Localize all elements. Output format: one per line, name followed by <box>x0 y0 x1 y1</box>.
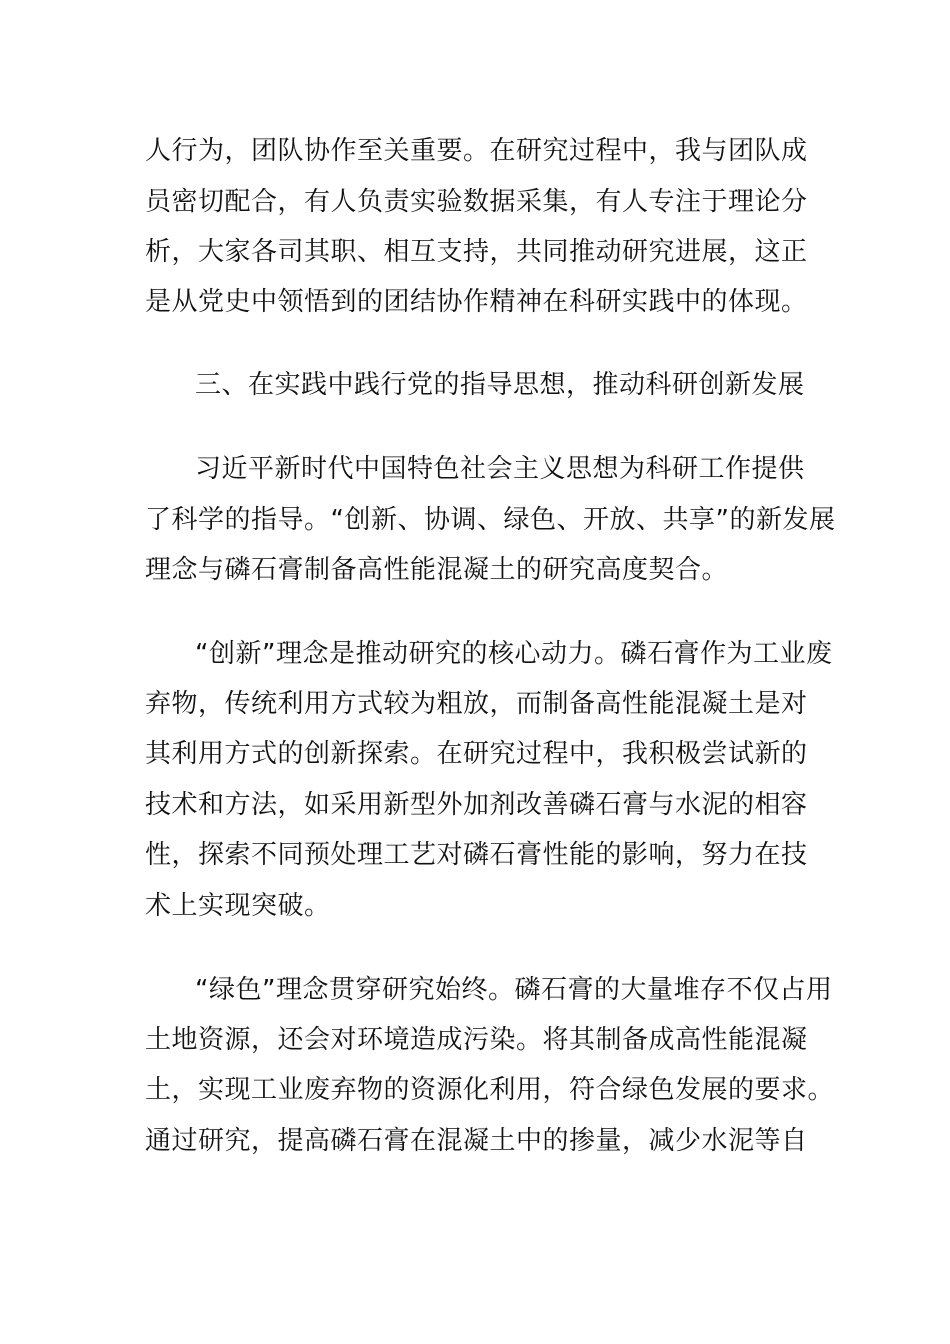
paragraph-line: “绿色”理念贯穿研究始终。磷石膏的大量堆存不仅占用 <box>195 975 833 1005</box>
paragraph-line: 人行为，团队协作至关重要。在研究过程中，我与团队成 <box>145 136 808 166</box>
paragraph-line: 理念与磷石膏制备高性能混凝土的研究高度契合。 <box>145 555 729 585</box>
paragraph-line: 其利用方式的创新探索。在研究过程中，我积极尝试新的 <box>145 739 808 769</box>
paragraph-line: 性，探索不同预处理工艺对磷石膏性能的影响，努力在技 <box>145 840 808 870</box>
paragraph-line: 弃物，传统利用方式较为粗放，而制备高性能混凝土是对 <box>145 689 808 719</box>
paragraph-line: 习近平新时代中国特色社会主义思想为科研工作提供 <box>195 454 805 484</box>
paragraph-line: 员密切配合，有人负责实验数据采集，有人专注于理论分 <box>145 187 808 217</box>
paragraph-line: 析，大家各司其职、相互支持，共同推动研究进展，这正 <box>145 237 808 267</box>
paragraph-line: 了科学的指导。“创新、协调、绿色、开放、共享”的新发展 <box>145 505 836 535</box>
paragraph-line: 土地资源，还会对环境造成污染。将其制备成高性能混凝 <box>145 1025 808 1055</box>
paragraph-line: 土，实现工业废弃物的资源化利用，符合绿色发展的要求。 <box>145 1075 835 1105</box>
paragraph-line: 通过研究，提高磷石膏在混凝土中的掺量，减少水泥等自 <box>145 1126 808 1156</box>
paragraph-line: 术上实现突破。 <box>145 891 331 921</box>
section-heading: 三、在实践中践行党的指导思想，推动科研创新发展 <box>195 370 805 400</box>
paragraph-line: 是从党史中领悟到的团结协作精神在科研实践中的体现。 <box>145 287 808 317</box>
paragraph-line: 技术和方法，如采用新型外加剂改善磷石膏与水泥的相容 <box>145 790 808 820</box>
paragraph-line: “创新”理念是推动研究的核心动力。磷石膏作为工业废 <box>195 639 833 669</box>
